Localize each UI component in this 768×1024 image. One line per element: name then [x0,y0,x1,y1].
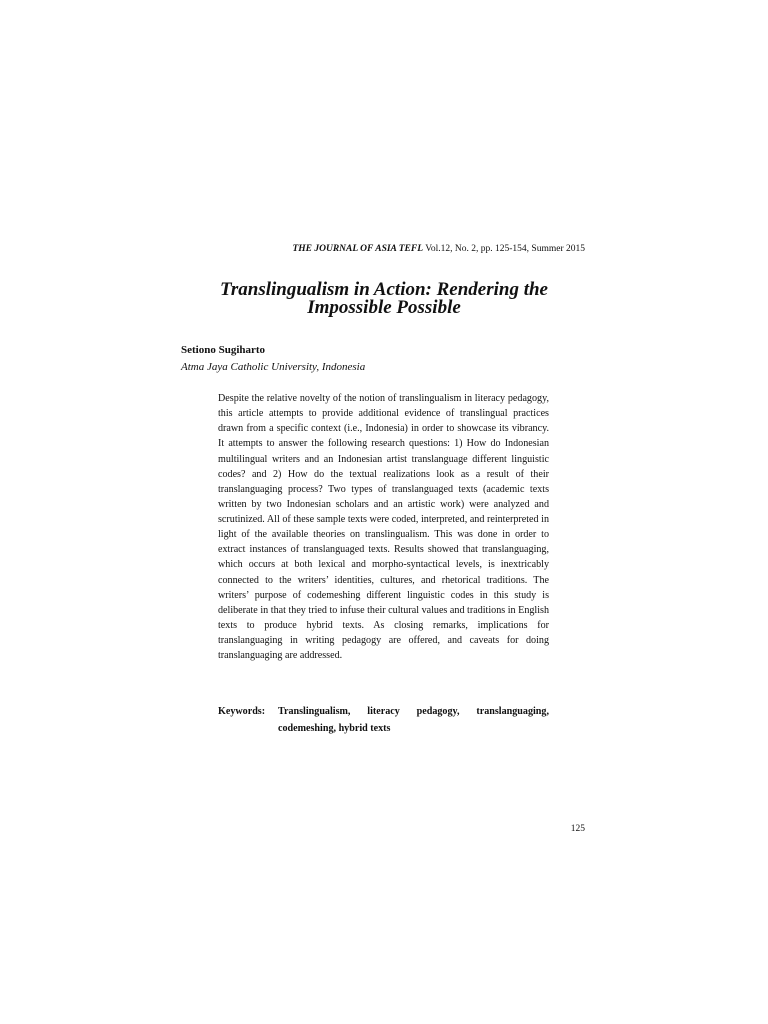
journal-name: THE JOURNAL OF ASIA TEFL [292,244,424,254]
abstract: Despite the relative novelty of the notion of translingualism in literacy pedagogy, this article attempts to provide additional evidence of translingual practices drawn from a specific context (i.e., Indonesia) in order to showcase its vibrancy. It attempts to answer the following research questions: 1) How do Indonesian multilingual writers and an Indonesian artist translanguage different linguistic codes? and 2) How do the textual realizations look as a result of their translanguaging process? Two types of translanguaged texts (academic texts written by two Indonesian scholars and an artistic work) were analyzed and scrutinized. All of these sample texts were coded, interpreted, and reinterpreted in light of the available theories on translingualism. This was done in order to extract instances of translanguaged texts. Results showed that translanguaging, which occurs at both lexical and morpho-syntactical levels, is inextricably connected to the writers’ identities, cultures, and rhetorical traditions. The writers’ purpose of codemeshing different linguistic codes in this study is deliberate in that they tried to infuse their cultural values and traditions in English texts to produce hybrid texts. As closing remarks, implications for translanguaging in writing pedagogy are offered, and caveats for doing translanguaging are addressed. [218,393,549,662]
journal-header [292,244,585,254]
keywords [218,703,549,737]
article-title: Translingualism in Action: Rendering the Impossible Possible [219,278,548,318]
page-number: 125 [570,824,585,834]
keywords-label: Keywords: [218,706,266,717]
author-affiliation: Atma Jaya Catholic University, Indonesia [181,361,366,373]
author-name: Setiono Sugiharto [181,344,266,356]
keywords-list: Translingualism, literacy pedagogy, translanguaging, codemeshing, hybrid texts [278,706,549,734]
journal-citation: Vol.12, No. 2, pp. 125-154, Summer 2015 [425,244,585,254]
